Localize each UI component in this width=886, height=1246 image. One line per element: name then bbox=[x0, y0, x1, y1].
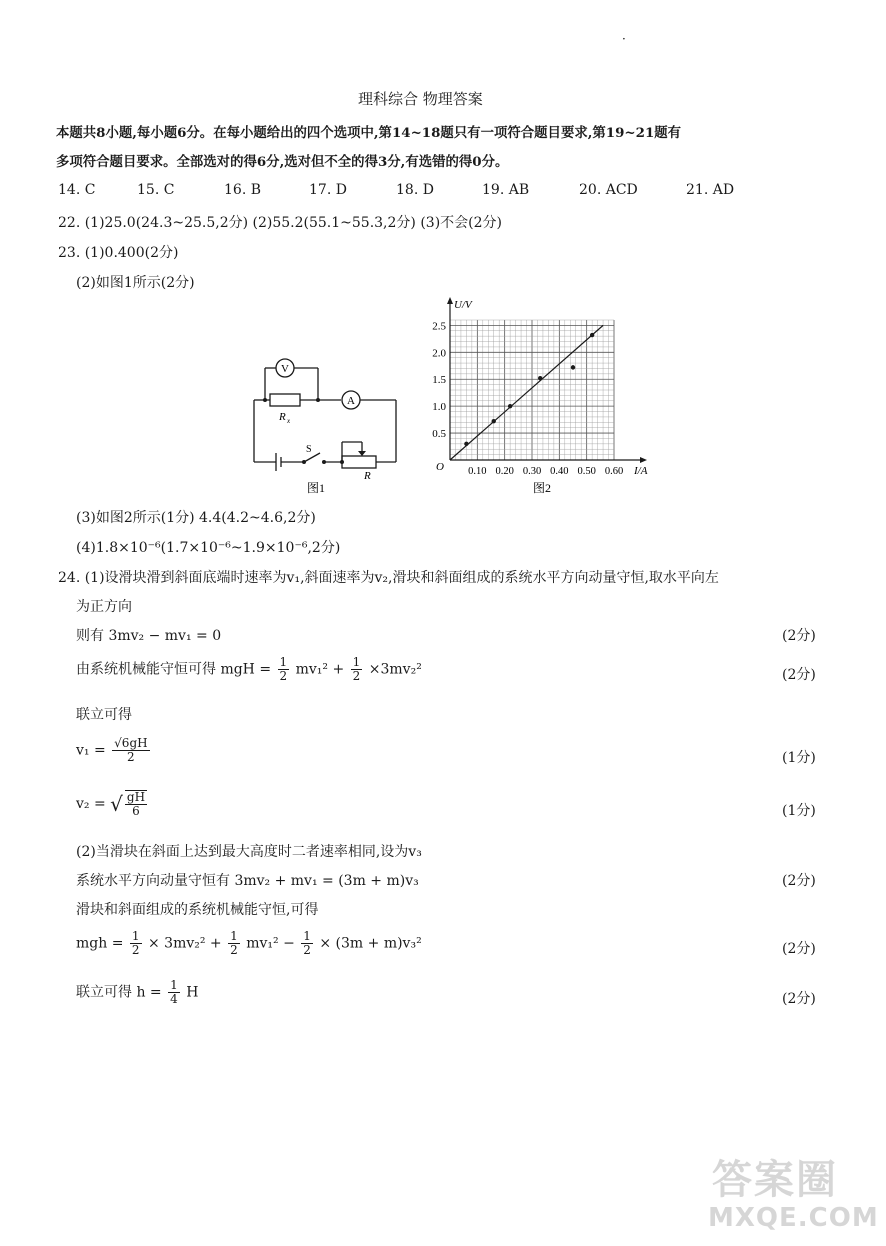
x-axis-label: I/A bbox=[634, 465, 648, 477]
frac-den: 4 bbox=[170, 992, 178, 1006]
fraction-half bbox=[278, 656, 290, 683]
switch-label: S bbox=[306, 444, 312, 455]
fraction-half bbox=[130, 930, 142, 957]
v2-fraction bbox=[125, 790, 147, 818]
answer-19: 19. AB bbox=[482, 182, 530, 198]
answer-17: 17. D bbox=[309, 182, 347, 198]
eq5-prefix: 联立可得 h = bbox=[76, 984, 162, 1001]
frac-num: 1 bbox=[230, 929, 238, 943]
data-point bbox=[571, 365, 575, 369]
data-point bbox=[538, 376, 542, 380]
q24-intro-1: 24. (1)设滑块滑到斜面底端时速率为v₁,斜面速率为v₂,滑块和斜面组成的系统水平方向动量守恒,取水平向左 bbox=[58, 570, 719, 586]
fraction-quarter bbox=[168, 979, 180, 1006]
eq2-middle: mv₁² + bbox=[295, 661, 345, 678]
answer-14: 14. C bbox=[58, 182, 96, 198]
v1-lhs: v₁ = bbox=[76, 742, 106, 759]
eq4-part-c: mv₁² − bbox=[246, 935, 295, 952]
rheostat-label: R bbox=[364, 470, 371, 482]
u-i-graph bbox=[420, 292, 660, 498]
intro-line-1: 本题共8小题,每小题6分。在每小题给出的四个选项中,第14~18题只有一项符合题目要求,第19~21题有 bbox=[56, 125, 682, 141]
frac-num: 1 bbox=[352, 655, 361, 669]
q24-v1 bbox=[76, 737, 152, 764]
x-tick-label: 0.50 bbox=[577, 466, 596, 477]
q24-part3: 滑块和斜面组成的系统机械能守恒,可得 bbox=[76, 902, 319, 918]
q23-part3: (3)如图2所示(1分) 4.4(4.2~4.6,2分) bbox=[76, 510, 316, 526]
q24-eq5 bbox=[76, 979, 198, 1006]
score-eq2: (2分) bbox=[782, 667, 816, 683]
score-v2: (1分) bbox=[782, 803, 816, 819]
fraction-half bbox=[351, 656, 363, 683]
watermark-logo: 答案圈 bbox=[712, 1157, 838, 1203]
x-axis-arrow bbox=[640, 457, 647, 463]
q24-eq1: 则有 3mv₂ − mv₁ = 0 bbox=[76, 628, 222, 644]
eq2-suffix: ×3mv₂² bbox=[368, 661, 422, 678]
fig1-caption: 图1 bbox=[306, 481, 326, 495]
watermark-url: MXQE.COM bbox=[708, 1203, 879, 1233]
y-axis-label: U/V bbox=[454, 299, 472, 311]
sqrt-symbol: √ bbox=[110, 792, 123, 816]
y-tick-labels bbox=[432, 320, 446, 440]
v1-numerator: √6gH bbox=[114, 736, 148, 750]
x-tick-label: 0.10 bbox=[468, 466, 487, 477]
score-eq1: (2分) bbox=[782, 628, 816, 644]
eq4-part-d: × (3m + m)v₃² bbox=[319, 935, 422, 952]
fig2-caption: 图2 bbox=[532, 481, 552, 495]
score-eq4: (2分) bbox=[782, 941, 816, 957]
frac-den: 2 bbox=[230, 943, 238, 957]
v2-lhs: v₂ = bbox=[76, 796, 106, 812]
frac-den: 2 bbox=[303, 943, 311, 957]
eq2-prefix: 由系统机械能守恒可得 mgH = bbox=[76, 661, 272, 678]
frac-num: 1 bbox=[131, 929, 140, 943]
frac-num: 1 bbox=[170, 978, 178, 992]
q24-v2 bbox=[76, 790, 149, 818]
v1-fraction bbox=[112, 737, 149, 764]
y-tick-label: 2.0 bbox=[432, 347, 446, 360]
v2-denominator: 6 bbox=[132, 804, 140, 818]
data-point bbox=[464, 442, 468, 446]
fraction-half bbox=[228, 930, 240, 957]
q24-eq3: 系统水平方向动量守恒有 3mv₂ + mv₁ = (3m + m)v₃ bbox=[76, 873, 419, 889]
answer-16: 16. B bbox=[224, 182, 262, 198]
eq4-part-a: mgh = bbox=[76, 935, 124, 952]
q22-answer: 22. (1)25.0(24.3~25.5,2分) (2)55.2(55.1~55.3,2分) (3)不会(2分) bbox=[58, 215, 502, 231]
x-tick-label: 0.60 bbox=[604, 466, 624, 477]
v2-numerator: gH bbox=[126, 790, 146, 804]
fraction-half bbox=[301, 930, 313, 957]
rx-label: R bbox=[279, 411, 286, 423]
frac-num: 1 bbox=[303, 929, 311, 943]
q23-part4: (4)1.8×10⁻⁶(1.7×10⁻⁶~1.9×10⁻⁶,2分) bbox=[76, 540, 341, 556]
q24-part2: (2)当滑块在斜面上达到最大高度时二者速率相同,设为v₃ bbox=[76, 844, 422, 860]
y-tick-label: 0.5 bbox=[432, 428, 446, 441]
answer-18: 18. D bbox=[396, 182, 434, 198]
intro-line-2: 多项符合题目要求。全部选对的得6分,选对但不全的得3分,有选错的得0分。 bbox=[56, 154, 509, 170]
y-tick-label: 1.0 bbox=[432, 401, 446, 414]
data-point bbox=[590, 333, 594, 337]
v1-denominator: 2 bbox=[127, 750, 135, 764]
q23-part1: 23. (1)0.400(2分) bbox=[58, 245, 179, 261]
x-tick-labels bbox=[468, 466, 623, 477]
ammeter-label: A bbox=[347, 395, 355, 407]
q24-eq2 bbox=[76, 656, 422, 683]
eq4-part-b: × 3mv₂² + bbox=[147, 935, 222, 952]
q24-join-1: 联立可得 bbox=[76, 707, 132, 723]
voltmeter-label: V bbox=[281, 363, 289, 375]
frac-den: 2 bbox=[352, 669, 361, 683]
data-point bbox=[508, 404, 512, 408]
answer-21: 21. AD bbox=[686, 182, 735, 198]
top-dot: · bbox=[622, 32, 626, 46]
origin-label: O bbox=[436, 461, 444, 473]
q24-intro-2: 为正方向 bbox=[76, 599, 132, 615]
frac-den: 2 bbox=[131, 943, 140, 957]
q23-part2: (2)如图1所示(2分) bbox=[76, 275, 195, 291]
y-tick-label: 2.5 bbox=[432, 320, 446, 333]
x-tick-label: 0.20 bbox=[495, 466, 514, 477]
y-axis-arrow bbox=[447, 297, 453, 304]
answer-20: 20. ACD bbox=[579, 182, 638, 198]
rx-subscript: x bbox=[287, 417, 291, 425]
page-title: 理科综合 物理答案 bbox=[358, 90, 483, 108]
y-tick-label: 1.5 bbox=[432, 374, 446, 387]
score-v1: (1分) bbox=[782, 750, 816, 766]
data-point bbox=[492, 419, 496, 423]
frac-den: 2 bbox=[279, 669, 288, 683]
circuit-figure bbox=[246, 350, 406, 498]
x-tick-label: 0.40 bbox=[550, 466, 569, 477]
x-tick-label: 0.30 bbox=[522, 466, 542, 477]
frac-num: 1 bbox=[279, 655, 288, 669]
score-eq5: (2分) bbox=[782, 991, 816, 1007]
score-eq3: (2分) bbox=[782, 873, 816, 889]
q24-eq4 bbox=[76, 930, 422, 957]
eq5-suffix: H bbox=[186, 984, 199, 1001]
answer-15: 15. C bbox=[137, 182, 175, 198]
